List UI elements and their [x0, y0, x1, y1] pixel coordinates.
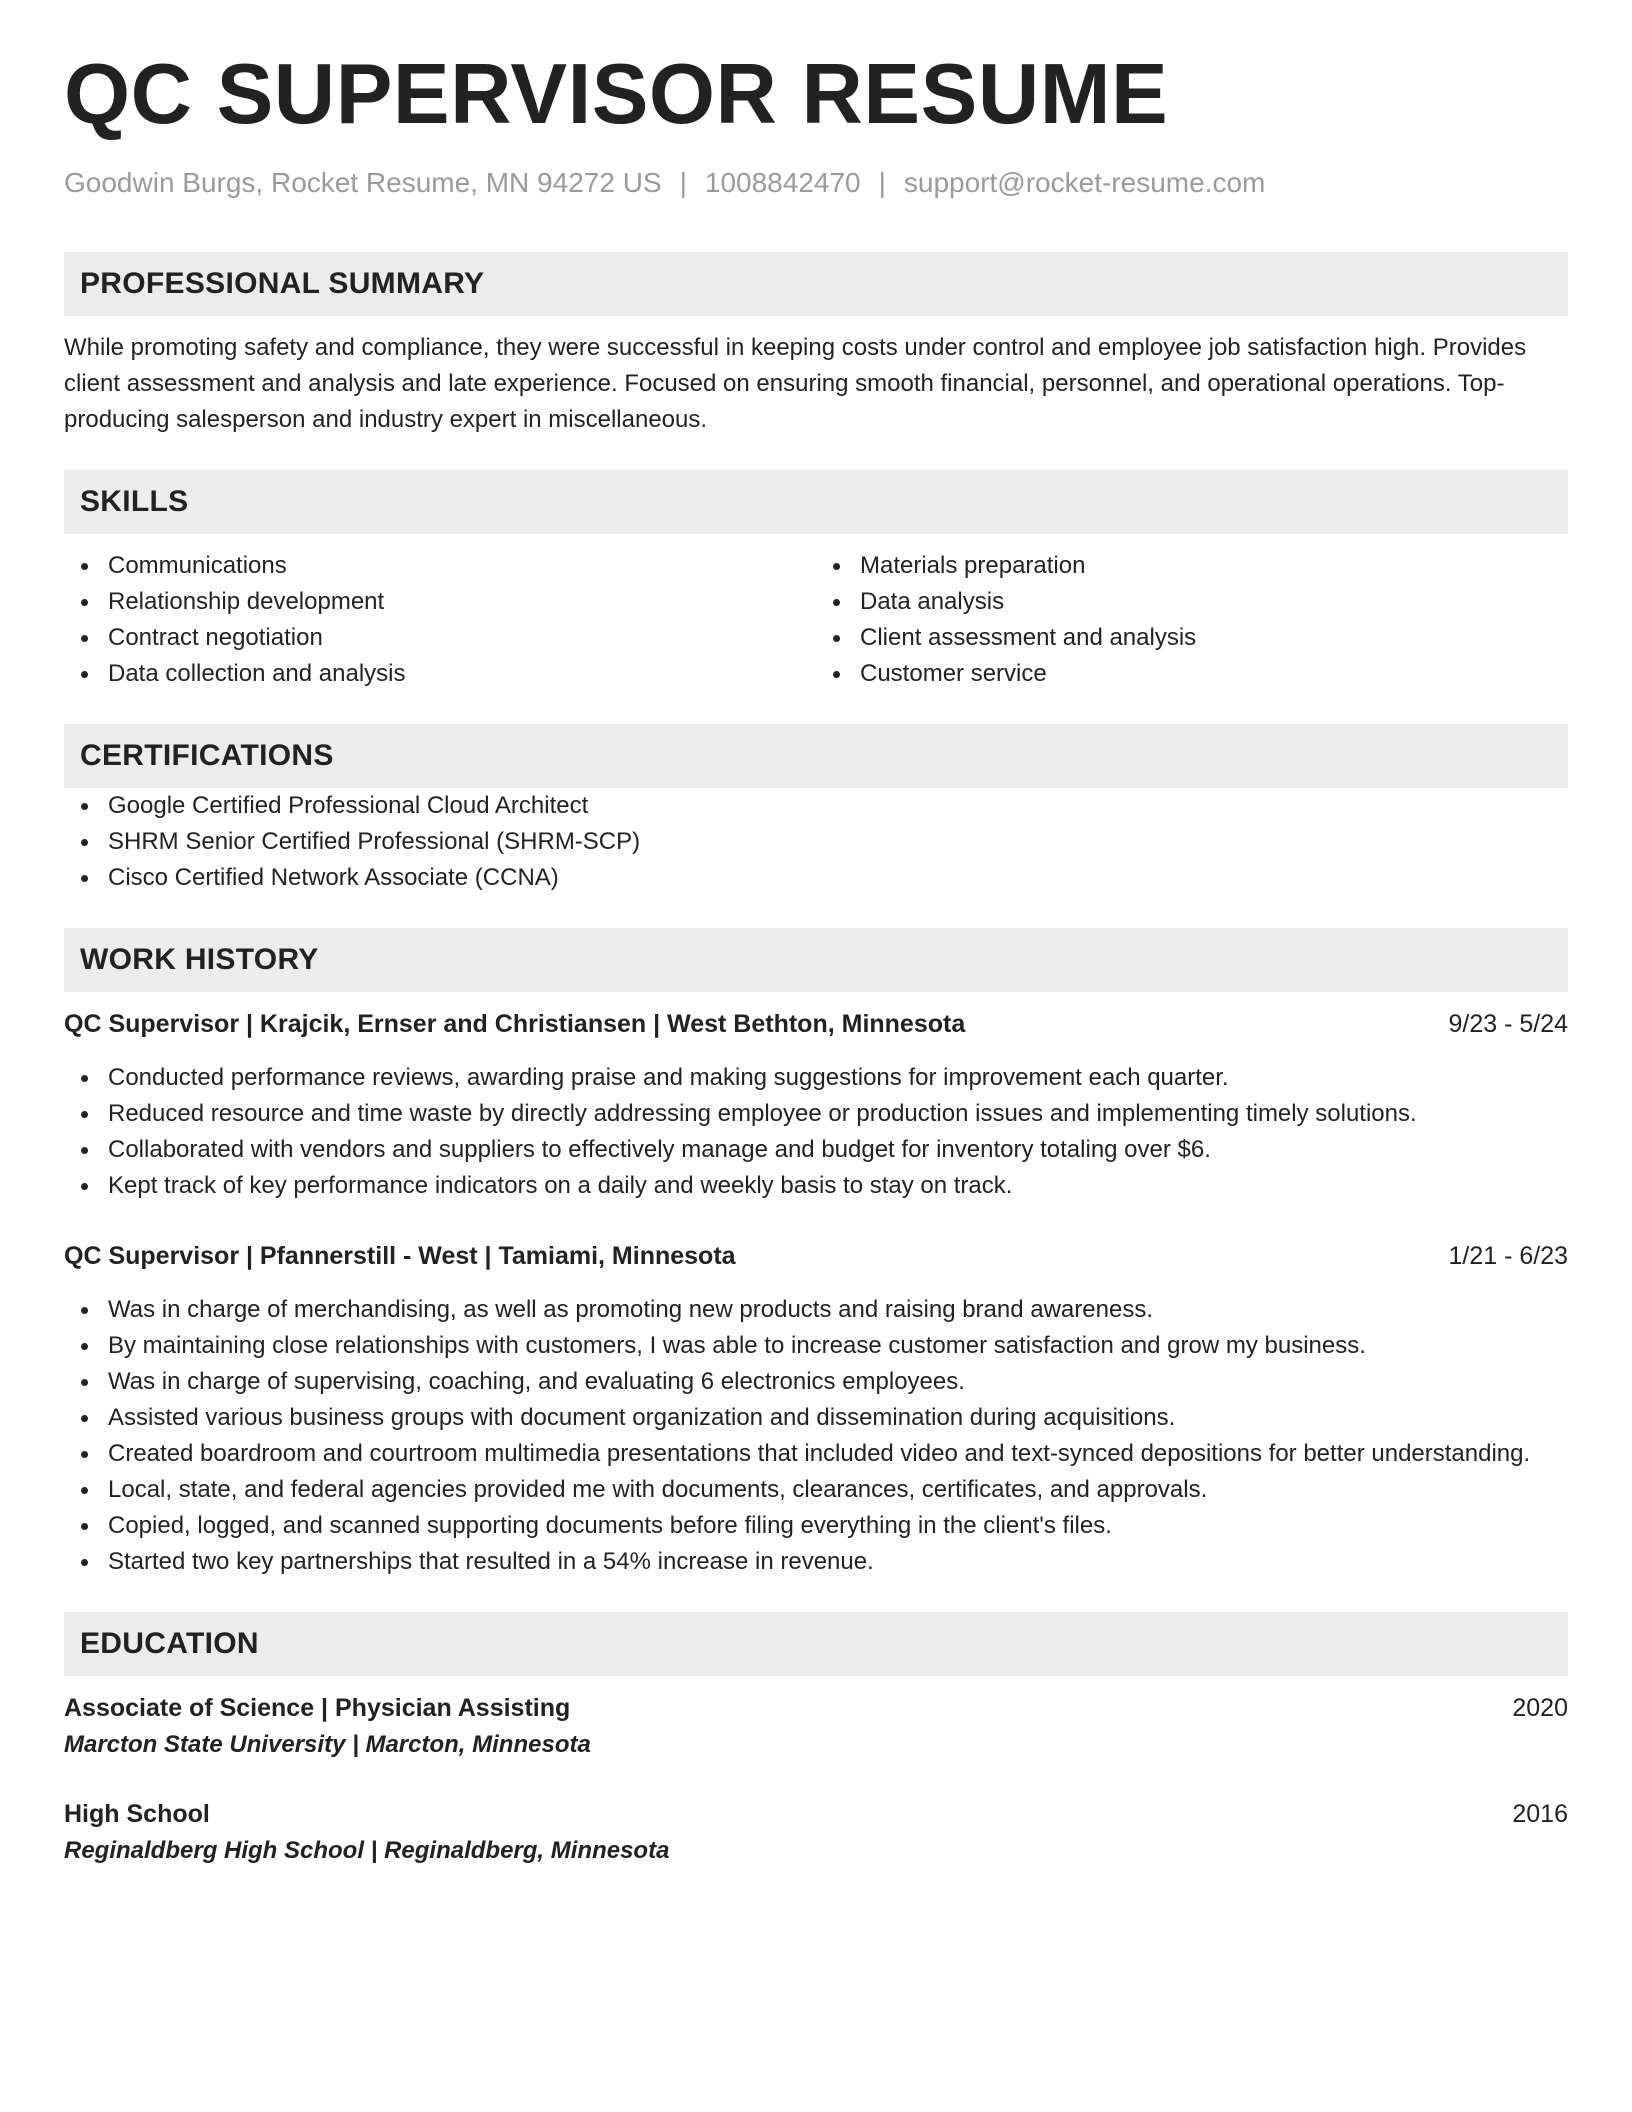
skill-item: Communications [64, 548, 816, 584]
job-title: QC Supervisor | Pfannerstill - West | Tamiami, Minnesota [64, 1242, 736, 1270]
work-history-section [64, 928, 1568, 1580]
section-heading-summary: PROFESSIONAL SUMMARY [64, 252, 1568, 316]
contact-separator: | [878, 167, 886, 198]
education-entry [64, 1690, 1568, 1764]
certification-item: Cisco Certified Network Associate (CCNA) [64, 860, 1568, 896]
section-heading-skills: SKILLS [64, 470, 1568, 534]
education-degree: High School [64, 1800, 210, 1828]
job-bullet: Conducted performance reviews, awarding praise and making suggestions for improvement each quarter. [64, 1060, 1568, 1096]
education-degree: Associate of Science | Physician Assisting [64, 1694, 571, 1722]
contact-line [64, 167, 1568, 199]
education-entry [64, 1796, 1568, 1870]
education-header [64, 1796, 1568, 1832]
skills-list-right [816, 548, 1568, 692]
page-title: QC SUPERVISOR RESUME [64, 47, 1169, 142]
skill-item: Materials preparation [816, 548, 1568, 584]
section-heading-work-history: WORK HISTORY [64, 928, 1568, 992]
education-year: 2016 [1512, 1800, 1568, 1828]
skills-section [64, 470, 1568, 692]
skill-item: Data analysis [816, 584, 1568, 620]
job-bullet: Created boardroom and courtroom multimedia presentations that included video and text-synced depositions for better understanding. [64, 1436, 1568, 1472]
contact-email: support@rocket-resume.com [903, 167, 1266, 198]
skill-item: Contract negotiation [64, 620, 816, 656]
job-title: QC Supervisor | Krajcik, Ernser and Christiansen | West Bethton, Minnesota [64, 1010, 966, 1038]
job-bullet: Local, state, and federal agencies provided me with documents, clearances, certificates, and approvals. [64, 1472, 1568, 1508]
contact-address: Goodwin Burgs, Rocket Resume, MN 94272 US [64, 167, 662, 198]
job-entry [64, 1238, 1568, 1580]
job-bullets [64, 1292, 1568, 1580]
job-bullet: By maintaining close relationships with customers, I was able to increase customer satisfaction and grow my business. [64, 1328, 1568, 1364]
job-bullet: Kept track of key performance indicators on a daily and weekly basis to stay on track. [64, 1168, 1568, 1204]
section-heading-education: EDUCATION [64, 1612, 1568, 1676]
contact-phone: 1008842470 [704, 167, 861, 198]
job-bullet: Started two key partnerships that resulted in a 54% increase in revenue. [64, 1544, 1568, 1580]
education-year: 2020 [1512, 1694, 1568, 1722]
job-bullet: Was in charge of merchandising, as well as promoting new products and raising brand awareness. [64, 1292, 1568, 1328]
skill-item: Customer service [816, 656, 1568, 692]
section-heading-certifications: CERTIFICATIONS [64, 724, 1568, 788]
job-bullets [64, 1060, 1568, 1204]
certification-item: SHRM Senior Certified Professional (SHRM-SCP) [64, 824, 1568, 860]
job-bullet: Reduced resource and time waste by directly addressing employee or production issues and implementing timely solutions. [64, 1096, 1568, 1132]
job-dates: 9/23 - 5/24 [1448, 1010, 1568, 1038]
skills-columns [64, 548, 1568, 692]
skill-item: Data collection and analysis [64, 656, 816, 692]
certifications-list [64, 788, 1568, 896]
education-header [64, 1690, 1568, 1726]
summary-section [64, 252, 1568, 438]
education-school: Marcton State University | Marcton, Minnesota [64, 1731, 591, 1758]
education-school: Reginaldberg High School | Reginaldberg, Minnesota [64, 1837, 670, 1864]
skill-item: Client assessment and analysis [816, 620, 1568, 656]
skill-item: Relationship development [64, 584, 816, 620]
education-section [64, 1612, 1568, 1870]
summary-text: While promoting safety and compliance, they were successful in keeping costs under control and employee job satisfaction high. Provides client assessment and analysis and late experience. Focused on ensuring smooth financial, personnel, and operational operations. Top-producing salesperson and industry expert in miscellaneous. [64, 334, 1527, 433]
job-bullet: Assisted various business groups with document organization and dissemination during acquisitions. [64, 1400, 1568, 1436]
job-bullet: Collaborated with vendors and suppliers to effectively manage and budget for inventory totaling over $6. [64, 1132, 1568, 1168]
job-header [64, 1006, 1568, 1042]
skills-list-left [64, 548, 816, 692]
contact-separator: | [679, 167, 687, 198]
job-header [64, 1238, 1568, 1274]
job-entry [64, 1006, 1568, 1204]
certification-item: Google Certified Professional Cloud Architect [64, 788, 1568, 824]
certifications-section [64, 724, 1568, 896]
job-bullet: Copied, logged, and scanned supporting documents before filing everything in the client's files. [64, 1508, 1568, 1544]
job-bullet: Was in charge of supervising, coaching, and evaluating 6 electronics employees. [64, 1364, 1568, 1400]
job-dates: 1/21 - 6/23 [1448, 1242, 1568, 1270]
